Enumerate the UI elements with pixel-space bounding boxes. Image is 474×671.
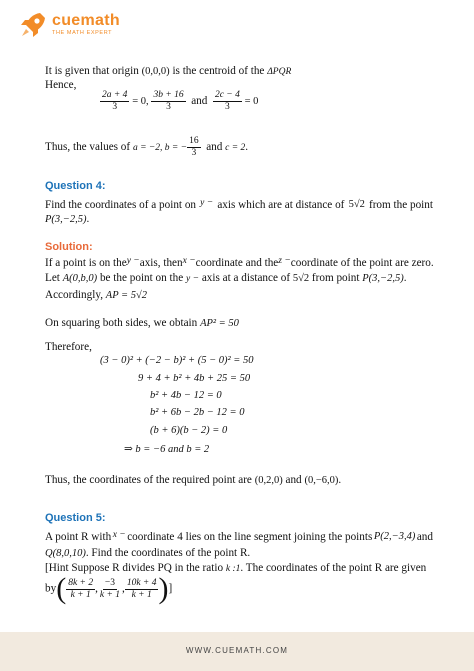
solution-line-2: Let A(0,b,0) be the point on the y − axis at a distance of 5√2 from point P(3,−2,5). — [45, 272, 407, 284]
footer — [0, 632, 474, 671]
question-5-formula: by( $\frac{8k + 2}{k + 1}$ , $\frac{-3}{k + 1}$ , $\frac{10k + 4}{k + 1}$ )] — [45, 572, 173, 605]
solution-step: (b + 6)(b − 2) = 0 — [150, 425, 228, 436]
values-statement: Thus, the values of a = −2, b = − $\frac{16}{3}$ and c = 2. — [45, 136, 249, 158]
centroid-equations: $\frac{2a + 4}{3}$ = 0, $\frac{3b + 16}{3}$ and $\frac{2c - 4}{3}$ = 0 — [102, 90, 259, 112]
therefore-label: Therefore, — [45, 341, 92, 353]
solution-step: b² + 6b − 2b − 12 = 0 — [150, 407, 245, 418]
question-4-point: P(3,−2,5). — [45, 213, 90, 225]
solution-line-1: If a point is on the y − axis, then x − coordinate and the z − coordinate of the point are zero. — [45, 256, 434, 269]
rocket-icon — [18, 10, 48, 40]
squaring-line: On squaring both sides, we obtain AP² = 50 — [45, 317, 239, 329]
brand-tagline: THE MATH EXPERT — [52, 30, 113, 36]
question-5-heading: Question 5: — [45, 512, 106, 524]
question-4-text: Find the coordinates of a point on y − axis which are at distance of 5√2 from the point — [45, 198, 433, 211]
solution-step: b² + 4b − 12 = 0 — [150, 390, 222, 401]
question-5-line-1: A point R with x − coordinate 4 lies on the line segment joining the points P(2,−3,4) and — [45, 530, 433, 543]
centroid-statement: It is given that origin (0,0,0) is the centroid of the ΔPQR — [45, 65, 292, 77]
solution-heading: Solution: — [45, 241, 93, 253]
footer-url[interactable]: WWW.CUEMATH.COM — [185, 646, 289, 655]
question-5-hint: [Hint Suppose R divides PQ in the ratio k :1. The coordinates of the point R are given — [45, 562, 427, 574]
solution-step: (3 − 0)² + (−2 − b)² + (5 − 0)² = 50 — [100, 355, 254, 366]
question-4-heading: Question 4: — [45, 180, 106, 192]
cuemath-logo — [18, 10, 120, 40]
question-5-line-2: Q(8,0,10). Find the coordinates of the point R. — [45, 547, 251, 559]
solution-line-3: Accordingly, AP = 5√2 — [45, 289, 148, 301]
brand-name: cuemath — [52, 12, 120, 29]
solution-step: ⇒ b = −6 and b = 2 — [124, 444, 210, 455]
solution-step: 9 + 4 + b² + 4b + 25 = 50 — [138, 373, 251, 384]
hence-label: Hence, — [45, 79, 77, 91]
conclusion-line: Thus, the coordinates of the required point are (0,2,0) and (0,−6,0). — [45, 474, 342, 486]
